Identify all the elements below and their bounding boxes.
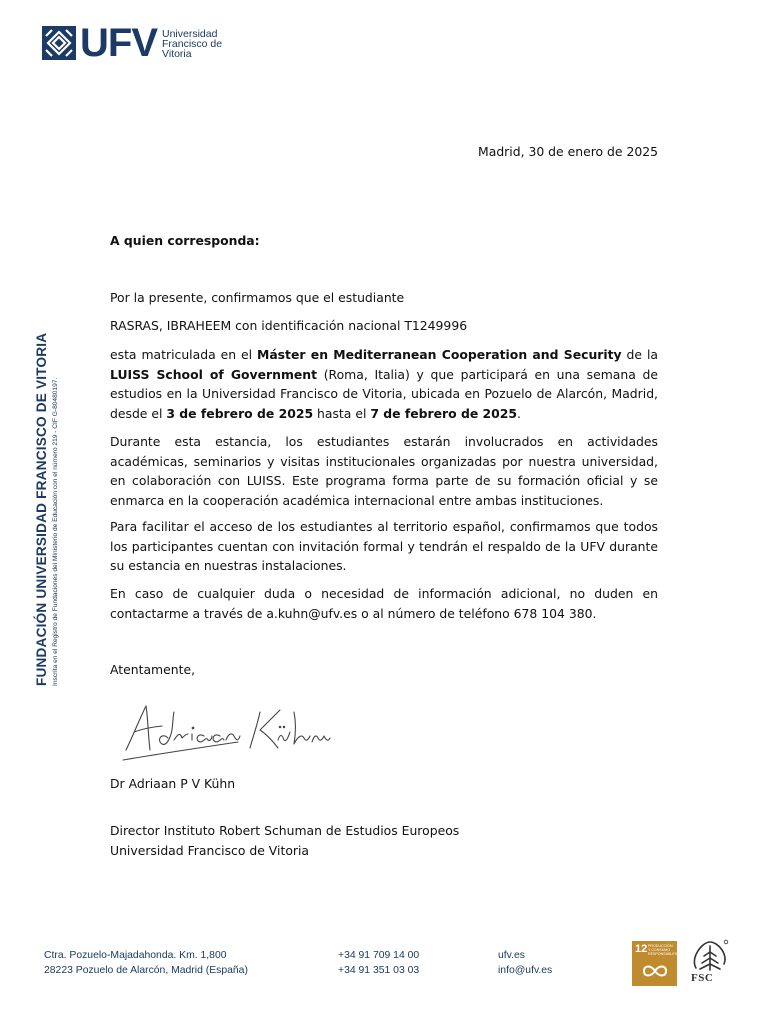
signer-title: Director Instituto Robert Schuman de Estudios Europeos Universidad Francisco de Vitoria (110, 823, 460, 858)
paragraph-contact: En caso de cualquier duda o necesidad de información adicional, no duden en contactarme a través de a.kuhn@ufv.es o al número de teléfono 678 104 380. (110, 586, 658, 621)
letter-date: Madrid, 30 de enero de 2025 (478, 144, 658, 159)
ufv-logo (42, 21, 223, 65)
foundation-registry: Inscrita en el Registro de Fundaciones del Ministerio de Educación con el número 219 - CIF G-80480197. (52, 377, 59, 686)
paragraph-activities: Durante esta estancia, los estudiantes estarán involucrados en actividades académicas, seminarios y visitas institucionales organizadas por nuestra universidad, en colaboración con LUISS. Este programa forma parte de su formación oficial y se enmarca en la cooperación académica internacional entre ambas instituciones. (110, 434, 658, 508)
footer-web (498, 949, 552, 978)
foundation-name: FUNDACIÓN UNIVERSIDAD FRANCISCO DE VITORIA (34, 332, 49, 686)
paragraph-access: Para facilitar el acceso de los estudiantes al territorio español, confirmamos que todos los participantes cuentan con invitación formal y tendrán el respaldo de la UFV durante su estancia en nuestras instalaciones. (110, 519, 658, 573)
paragraph-intro: Por la presente, confirmamos que el estudiante (110, 290, 405, 305)
closing: Atentamente, (110, 662, 196, 677)
footer-address: Ctra. Pozuelo-Majadahonda. Km. 1,800 28223 Pozuelo de Alarcón, Madrid (España) (44, 950, 248, 976)
email-link[interactable]: info@ufv.es (498, 964, 553, 976)
infinity-icon (641, 963, 669, 979)
fsc-label: FSC (691, 972, 714, 984)
student-id-line: RASRAS, IBRAHEEM con identificación nacional T1249996 (110, 318, 468, 333)
paragraph-enrollment: esta matriculada en el Máster en Mediterranean Cooperation and Security de la LUISS School of Government (Roma, Italia) y que participará en una semana de estudios en la Universidad Francisco de Vitoria, ubicada en Pozuelo de Alarcón, Madrid, desde el 3 de febrero de 2025 hasta el 7 de febrero de 2025. (110, 347, 659, 421)
sidebar-foundation-text (34, 306, 60, 686)
website-link[interactable]: ufv.es (498, 950, 525, 961)
signer-name: Dr Adriaan P V Kühn (110, 776, 236, 791)
logo-subtitle: Universidad Francisco de Vitoria (162, 28, 223, 60)
sdg-label: PRODUCCIÓN Y CONSUMO RESPONSABLES (648, 944, 678, 957)
logo-acronym: UFV (80, 21, 157, 65)
ufv-emblem-icon (42, 26, 76, 60)
sdg-number: 12 (635, 943, 648, 955)
footer-phones: +34 91 709 14 00 +34 91 351 03 03 (338, 950, 420, 976)
greeting: A quien corresponda: (110, 233, 260, 248)
handwritten-signature (118, 692, 358, 770)
sdg-12-badge (632, 941, 677, 986)
